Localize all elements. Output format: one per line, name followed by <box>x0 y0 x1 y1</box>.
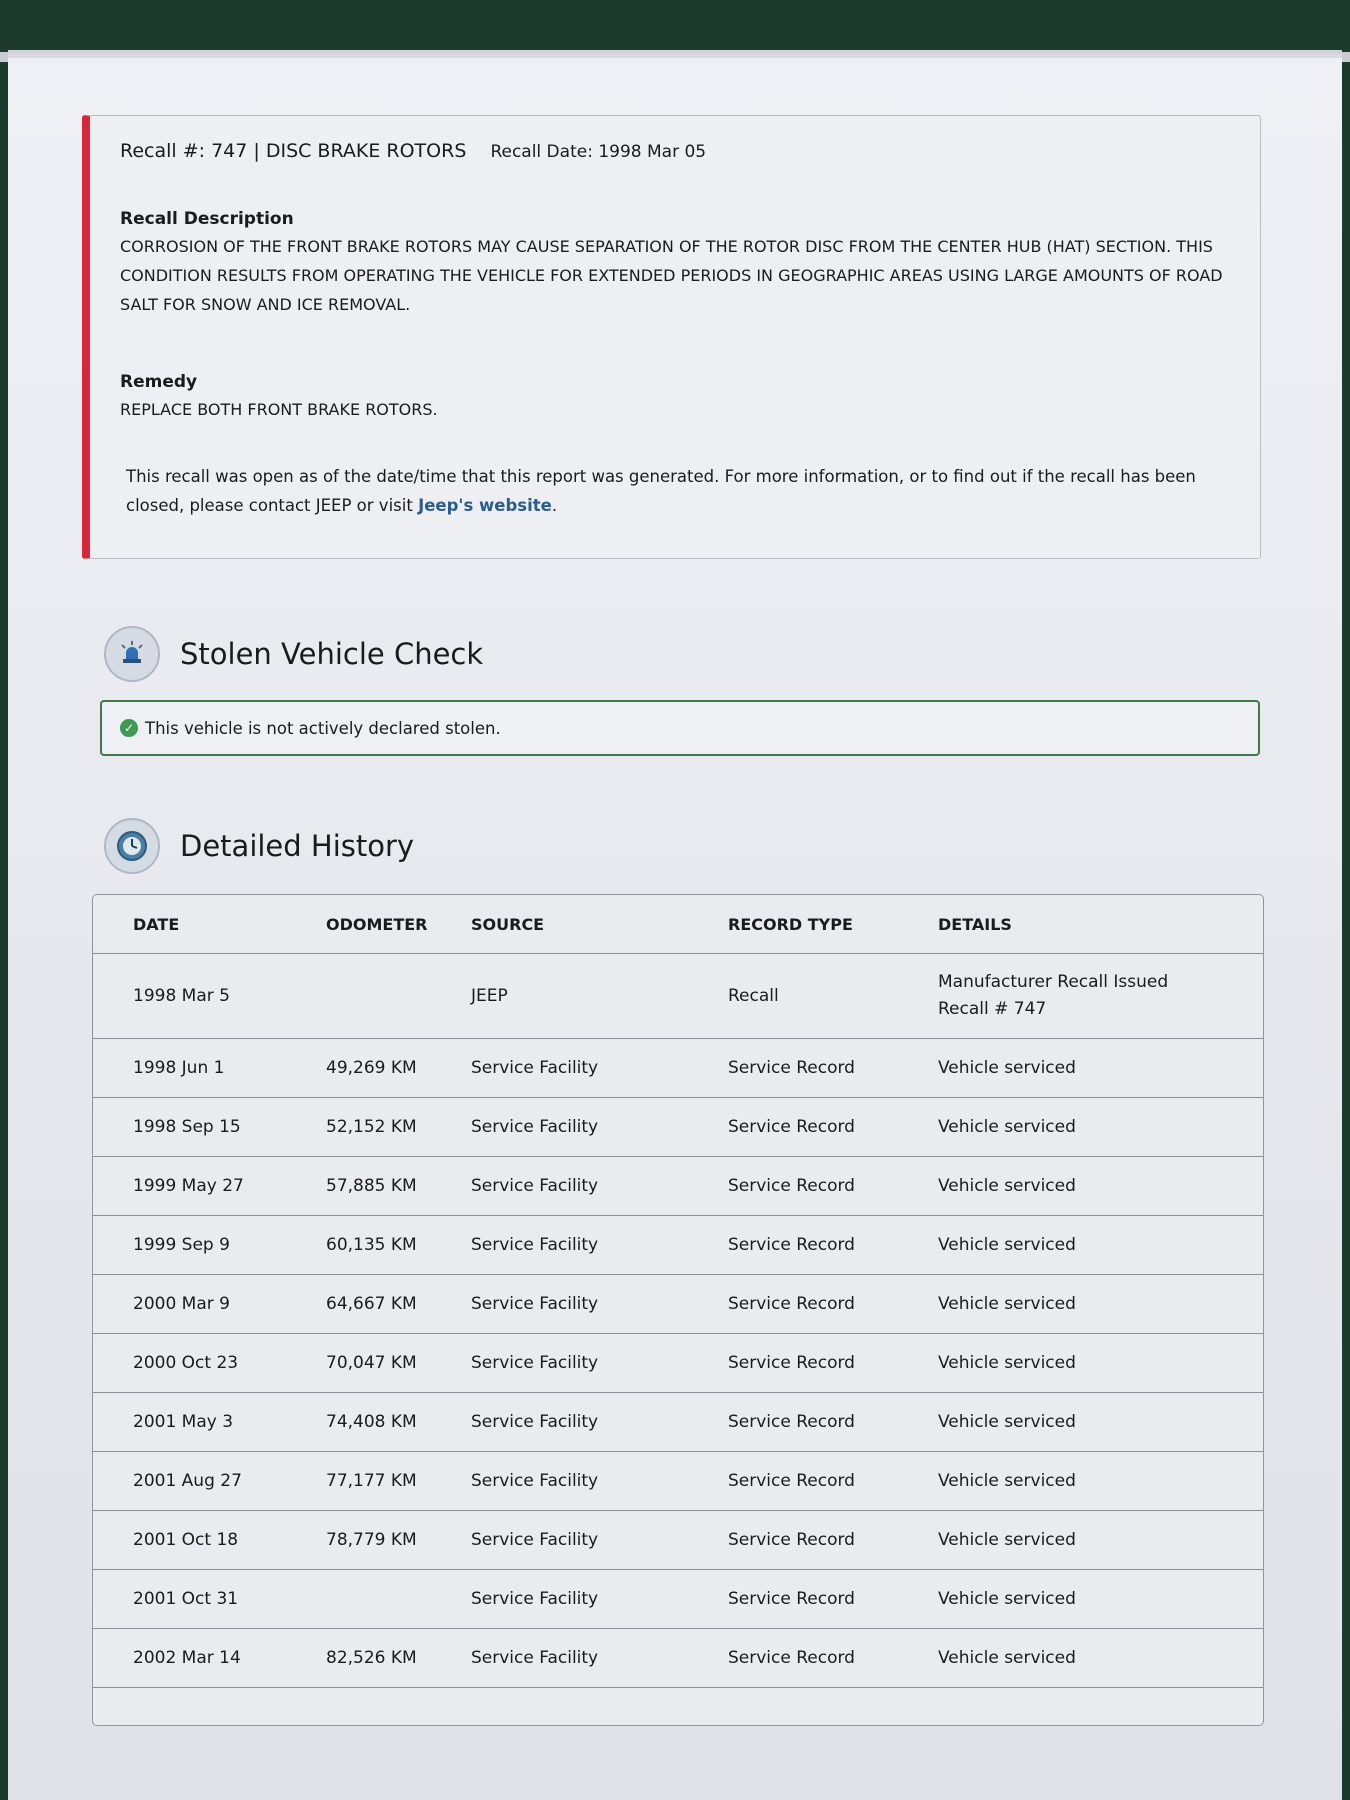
cell-date-text: 1998 Mar 5 <box>133 985 230 1006</box>
cell-details-text: Vehicle serviced <box>938 1057 1076 1078</box>
cell-record-type-text: Service Record <box>728 1529 855 1550</box>
cell-record-type <box>728 1393 938 1452</box>
cell-source-text: Service Facility <box>471 1588 599 1609</box>
stolen-status-text: This vehicle is not actively declared stolen. <box>145 718 501 738</box>
cell-odometer-text: 60,135 KM <box>326 1234 417 1255</box>
cell-source-text: Service Facility <box>471 1529 599 1550</box>
cell-details-text: Vehicle serviced <box>938 1293 1076 1314</box>
col-header-details: DETAILS <box>938 895 1263 954</box>
cell-details <box>938 1511 1263 1570</box>
cell-odometer <box>298 954 463 1039</box>
col-header-source: SOURCE <box>463 895 728 954</box>
cell-record-type <box>728 1039 938 1098</box>
col-header-odometer: ODOMETER <box>298 895 463 954</box>
cell-odometer <box>298 1039 463 1098</box>
cell-record-type <box>728 1570 938 1629</box>
cell-date-text: 1998 Sep 15 <box>133 1116 241 1137</box>
cell-source-text: Service Facility <box>471 1470 599 1491</box>
cell-date <box>93 1334 298 1393</box>
cell-odometer <box>298 1275 463 1334</box>
cell-odometer-text: 57,885 KM <box>326 1175 417 1196</box>
cell-date <box>93 954 298 1039</box>
cell-details-text: Vehicle serviced <box>938 1116 1076 1137</box>
remedy-title: Remedy <box>120 372 198 392</box>
cell-source-text: Service Facility <box>471 1352 599 1373</box>
cell-odometer-text: 64,667 KM <box>326 1293 417 1314</box>
table-row <box>93 1334 1263 1393</box>
cell-record-type-text: Service Record <box>728 1588 855 1609</box>
cell-date-text: 1999 Sep 9 <box>133 1234 230 1255</box>
col-header-date: DATE <box>93 895 298 954</box>
recall-number: Recall #: 747 | DISC BRAKE ROTORS <box>120 140 467 162</box>
cell-details <box>938 1393 1263 1452</box>
table-row <box>93 1570 1263 1629</box>
cell-source <box>463 1570 728 1629</box>
cell-record-type-text: Service Record <box>728 1470 855 1491</box>
cell-source-text: Service Facility <box>471 1293 599 1314</box>
cell-odometer <box>298 1629 463 1688</box>
stolen-check-heading <box>104 626 483 682</box>
cell-source <box>463 1452 728 1511</box>
cell-details <box>938 1039 1263 1098</box>
cell-details-text: Vehicle serviced <box>938 1175 1076 1196</box>
cell-source <box>463 1511 728 1570</box>
cell-odometer <box>298 1157 463 1216</box>
cell-record-type-text: Recall <box>728 985 779 1006</box>
recall-date: Recall Date: 1998 Mar 05 <box>490 142 707 162</box>
cell-odometer-text: 49,269 KM <box>326 1057 417 1078</box>
cell-source-text: Service Facility <box>471 1175 599 1196</box>
cell-source-text: Service Facility <box>471 1057 599 1078</box>
cell-date <box>93 1039 298 1098</box>
cell-details <box>938 1452 1263 1511</box>
cell-details-text: Vehicle serviced <box>938 1352 1076 1373</box>
recall-card <box>82 115 1261 559</box>
table-row <box>93 1452 1263 1511</box>
cell-details-text: Vehicle serviced <box>938 1470 1076 1491</box>
clock-dial-icon <box>104 818 160 874</box>
recall-notice <box>126 462 1246 520</box>
cell-record-type <box>728 1452 938 1511</box>
cell-record-type-text: Service Record <box>728 1647 855 1668</box>
cell-odometer-text: 52,152 KM <box>326 1116 417 1137</box>
cell-date <box>93 1393 298 1452</box>
cell-source <box>463 1216 728 1275</box>
cell-date <box>93 1275 298 1334</box>
cell-record-type <box>728 1511 938 1570</box>
recall-description-title: Recall Description <box>120 209 294 229</box>
cell-source <box>463 954 728 1039</box>
cell-odometer <box>298 1334 463 1393</box>
cell-date <box>93 1629 298 1688</box>
cell-date <box>93 1216 298 1275</box>
cell-details <box>938 1629 1263 1688</box>
cell-record-type <box>728 954 938 1039</box>
cell-date-text: 1998 Jun 1 <box>133 1057 225 1078</box>
cell-date <box>93 1157 298 1216</box>
cell-record-type-text: Service Record <box>728 1293 855 1314</box>
cell-odometer <box>298 1452 463 1511</box>
cell-source <box>463 1157 728 1216</box>
cell-details-text: Manufacturer Recall Issued <box>938 972 1169 992</box>
table-row <box>93 1039 1263 1098</box>
cell-odometer <box>298 1216 463 1275</box>
cell-record-type-text: Service Record <box>728 1352 855 1373</box>
cell-details <box>938 1275 1263 1334</box>
cell-date-text: 2001 Oct 18 <box>133 1529 239 1550</box>
cell-details-text: Vehicle serviced <box>938 1411 1076 1432</box>
cell-source-text: JEEP <box>471 985 508 1006</box>
cell-details <box>938 1157 1263 1216</box>
siren-icon <box>104 626 160 682</box>
cell-source-text: Service Facility <box>471 1411 599 1432</box>
cell-record-type-text: Service Record <box>728 1057 855 1078</box>
cell-details-text: Vehicle serviced <box>938 1588 1076 1609</box>
cell-record-type <box>728 1157 938 1216</box>
history-title: Detailed History <box>180 829 415 863</box>
cell-record-type-text: Service Record <box>728 1175 855 1196</box>
cell-record-type-text: Service Record <box>728 1411 855 1432</box>
cell-details-recall-number: Recall # 747 <box>938 999 1047 1019</box>
col-header-record-type: RECORD TYPE <box>728 895 938 954</box>
history-table <box>92 894 1264 1726</box>
check-circle-icon: ✓ <box>120 719 138 737</box>
history-heading <box>104 818 414 874</box>
cell-date-text: 1999 May 27 <box>133 1175 244 1196</box>
cell-source <box>463 1629 728 1688</box>
cell-details <box>938 1098 1263 1157</box>
stolen-status-box <box>100 700 1260 756</box>
cell-details <box>938 1570 1263 1629</box>
notice-period: . <box>551 496 558 515</box>
cell-date-text: 2001 Aug 27 <box>133 1470 242 1491</box>
cell-record-type <box>728 1098 938 1157</box>
cell-odometer <box>298 1098 463 1157</box>
cell-odometer-text: 77,177 KM <box>326 1470 417 1491</box>
cell-odometer-text: 82,526 KM <box>326 1647 417 1668</box>
cell-details <box>938 1216 1263 1275</box>
cell-source <box>463 1393 728 1452</box>
cell-odometer-text: 74,408 KM <box>326 1411 417 1432</box>
cell-source-text: Service Facility <box>471 1647 599 1668</box>
cell-date <box>93 1570 298 1629</box>
cell-odometer <box>298 1511 463 1570</box>
cell-record-type <box>728 1334 938 1393</box>
table-row <box>93 1216 1263 1275</box>
table-header-row <box>93 895 1263 954</box>
cell-record-type <box>728 1216 938 1275</box>
remedy-text: REPLACE BOTH FRONT BRAKE ROTORS. <box>120 400 438 419</box>
cell-record-type <box>728 1275 938 1334</box>
cell-date-text: 2000 Mar 9 <box>133 1293 230 1314</box>
cell-odometer-text: 70,047 KM <box>326 1352 417 1373</box>
cell-details-text: Vehicle serviced <box>938 1234 1076 1255</box>
recall-notice-text: This recall was open as of the date/time that this report was generated. For more information, or to find out if the recall has been closed, please contact JEEP or visit <box>126 467 1196 515</box>
cell-date <box>93 1098 298 1157</box>
table-row <box>93 1511 1263 1570</box>
cell-date-text: 2002 Mar 14 <box>133 1647 241 1668</box>
table-row <box>93 1629 1263 1688</box>
table-row <box>93 1393 1263 1452</box>
cell-date-text: 2001 Oct 31 <box>133 1588 239 1609</box>
stolen-check-title: Stolen Vehicle Check <box>180 637 484 671</box>
cell-date-text: 2000 Oct 23 <box>133 1352 239 1373</box>
cell-record-type-text: Service Record <box>728 1116 855 1137</box>
cell-details <box>938 954 1263 1039</box>
cell-source <box>463 1334 728 1393</box>
jeep-website-link[interactable]: Jeep's website <box>418 496 552 515</box>
cell-record-type-text: Service Record <box>728 1234 855 1255</box>
cell-date <box>93 1511 298 1570</box>
cell-details-text: Vehicle serviced <box>938 1647 1076 1668</box>
cell-source <box>463 1098 728 1157</box>
cell-details-text: Vehicle serviced <box>938 1529 1076 1550</box>
cell-odometer <box>298 1570 463 1629</box>
cell-record-type <box>728 1629 938 1688</box>
cell-source-text: Service Facility <box>471 1116 599 1137</box>
cell-source <box>463 1275 728 1334</box>
table-row <box>93 1275 1263 1334</box>
cell-date <box>93 1452 298 1511</box>
recall-description: CORROSION OF THE FRONT BRAKE ROTORS MAY CAUSE SEPARATION OF THE ROTOR DISC FROM THE CENTER HUB (HAT) SECTION. THIS CONDITION RESULTS FROM OPERATING THE VEHICLE FOR EXTENDED PERIODS IN GEOGRAPHIC AREAS USING LARGE AMOUNTS OF ROAD SALT FOR SNOW AND ICE REMOVAL. <box>120 237 1223 314</box>
recall-header <box>120 140 706 162</box>
cell-odometer <box>298 1393 463 1452</box>
cell-details <box>938 1334 1263 1393</box>
cell-odometer-text: 78,779 KM <box>326 1529 417 1550</box>
table-row <box>93 1098 1263 1157</box>
cell-source <box>463 1039 728 1098</box>
cell-source-text: Service Facility <box>471 1234 599 1255</box>
cell-date-text: 2001 May 3 <box>133 1411 234 1432</box>
table-row <box>93 1157 1263 1216</box>
table-row <box>93 954 1263 1039</box>
